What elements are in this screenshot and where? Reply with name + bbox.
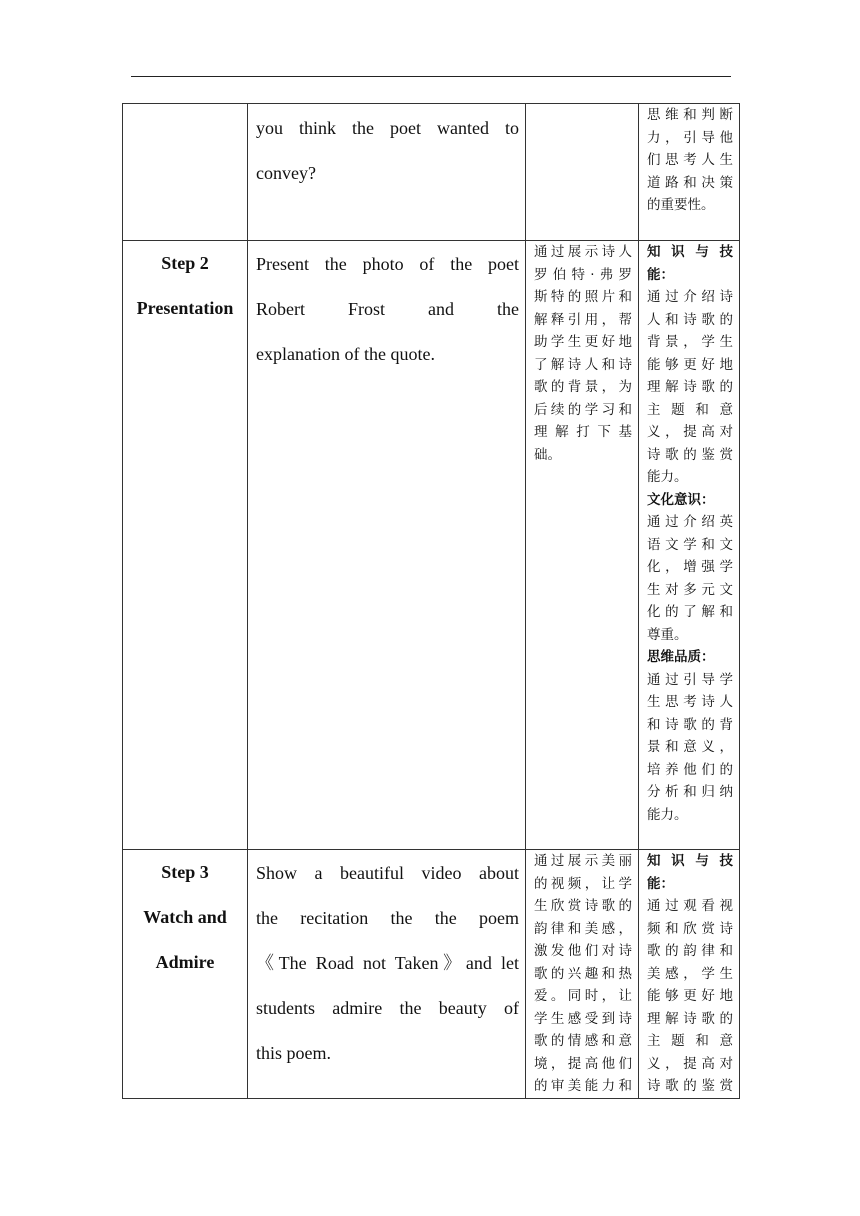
purpose-cell [526,850,639,1099]
purpose-line: 通过展示美丽 [534,853,632,869]
activity-line: this poem. [256,1043,331,1063]
activity-line: 《The Road not Taken》and let [256,953,519,973]
goal-line: 道路和决策 [647,174,733,191]
goal-line: 美感，学生 [647,965,733,982]
goal-cell [639,241,740,850]
purpose-line: 理解打下基 [534,424,632,440]
purpose-line: 爱。同时，让 [534,988,632,1004]
step-label: Admire [155,952,215,972]
goal-heading: 能： [647,875,674,892]
purpose-line: 学生感受到诗 [534,1010,632,1027]
goal-line: 通过引导学 [647,671,733,688]
goal-line: 通过介绍英 [647,514,733,530]
activity-line: explanation of the quote. [256,344,435,364]
goal-heading: 知识与技 [647,853,733,869]
purpose-line: 的视频，让学 [534,875,632,892]
goal-line: 主题和意 [647,1033,733,1049]
goal-heading: 能： [647,266,674,283]
goal-line: 的重要性。 [647,197,715,213]
purpose-line: 助学生更好地 [534,334,632,350]
goal-line: 能够更好地 [647,356,733,373]
goal-line: 们思考人生 [647,152,733,168]
table-row [123,104,740,241]
lesson-plan-table [122,103,740,1099]
purpose-line: 解释引用，帮 [534,311,632,328]
goal-cell [639,850,740,1099]
activity-line: you think the poet wanted to [256,118,519,138]
goal-line: 化的了解和 [647,604,733,620]
goal-line: 频和欣赏诗 [647,920,733,937]
activity-line: Present the photo of the poet [256,254,519,274]
goal-line: 诗歌的鉴赏 [647,446,733,463]
purpose-line: 境，提高他们 [534,1055,632,1072]
purpose-cell [526,241,639,850]
goal-line: 义，提高对 [647,424,733,440]
goal-line: 能够更好地 [647,988,733,1004]
goal-line: 通过介绍诗 [647,289,733,305]
activity-line: students admire the beauty of [256,998,519,1018]
purpose-line: 激发他们对诗 [534,943,632,959]
activity-line: convey? [256,163,316,183]
activity-cell [248,241,526,850]
goal-line: 分析和归纳 [647,784,733,800]
step-label: Presentation [136,298,234,318]
step-cell [123,241,248,850]
goal-line: 义，提高对 [647,1055,733,1072]
purpose-line: 罗伯特·弗罗 [534,266,632,283]
purpose-line: 斯特的照片和 [534,289,632,305]
purpose-line: 生欣赏诗歌的 [534,898,632,914]
activity-line: the recitation the the poem [256,908,519,928]
purpose-line: 后续的学习和 [534,401,632,418]
goal-line: 培养他们的 [647,761,733,778]
goal-line: 化，增强学 [647,559,733,575]
goal-line: 语文学和文 [647,536,733,553]
goal-heading: 文化意识： [647,491,715,508]
table-row [123,850,740,1099]
header-rule [131,76,731,77]
goal-line: 背景，学生 [647,334,733,350]
activity-line: Robert Frost and the [256,299,519,319]
goal-line: 理解诗歌的 [647,379,733,395]
goal-line: 能力。 [647,469,688,485]
purpose-line: 通过展示诗人 [534,244,632,260]
purpose-line: 的审美能力和 [534,1078,632,1094]
goal-line: 尊重。 [647,626,688,643]
purpose-cell [526,104,639,241]
goal-cell [639,104,740,241]
purpose-line: 歌的兴趣和热 [534,965,632,982]
activity-cell [248,104,526,241]
goal-line: 能力。 [647,806,688,823]
goal-line: 诗歌的鉴赏 [647,1078,733,1094]
goal-line: 人和诗歌的 [647,311,733,328]
activity-cell [248,850,526,1099]
purpose-line: 韵律和美感， [534,920,632,937]
step-cell [123,104,248,241]
purpose-line: 歌的情感和意 [534,1033,632,1049]
goal-line: 通过观看视 [647,898,733,914]
activity-line: Show a beautiful video about [256,863,519,883]
goal-line: 生思考诗人 [647,694,733,710]
purpose-line: 了解诗人和诗 [534,356,632,373]
step-label: Watch and [143,907,227,927]
goal-line: 歌的韵律和 [647,943,733,959]
purpose-line: 础。 [534,446,561,463]
goal-heading: 知识与技 [647,244,733,260]
step-label: Step 2 [161,253,209,273]
goal-line: 和诗歌的背 [647,716,733,733]
goal-line: 主题和意 [647,401,733,418]
goal-line: 思维和判断 [647,107,733,123]
table-row [123,241,740,850]
goal-line: 生对多元文 [647,581,733,598]
goal-line: 理解诗歌的 [647,1010,733,1027]
purpose-line: 歌的背景，为 [534,379,632,395]
step-label: Step 3 [161,862,209,882]
goal-line: 力，引导他 [647,129,733,146]
goal-line: 景和意义， [647,739,733,755]
step-cell [123,850,248,1099]
goal-heading: 思维品质： [647,649,715,665]
